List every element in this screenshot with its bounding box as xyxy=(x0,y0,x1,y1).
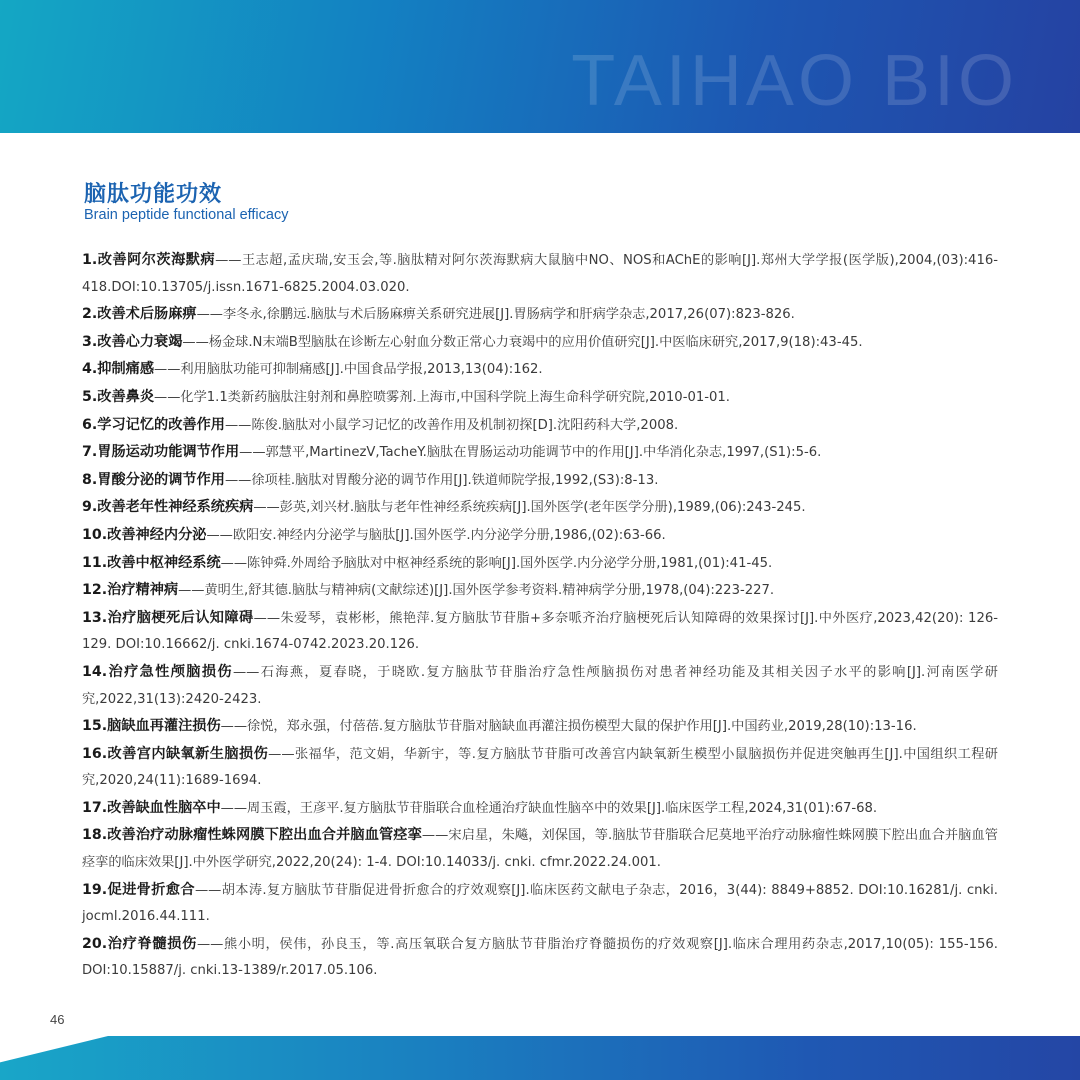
reference-item xyxy=(82,301,998,329)
reference-citation: ——陈俊.脑肽对小鼠学习记忆的改善作用及机制初探[D].沈阳药科大学,2008. xyxy=(224,417,679,433)
reference-item xyxy=(82,659,998,713)
reference-item xyxy=(82,467,998,495)
reference-number: 9. xyxy=(82,499,98,516)
reference-item xyxy=(82,356,998,384)
reference-title: 胃肠运动功能调节作用 xyxy=(97,444,240,461)
reference-citation: ——徐悦，郑永强，付蓓蓓.复方脑肽节苷脂对脑缺血再灌注损伤模型大鼠的保护作用[J].中国药业,2019,28(10):13-16. xyxy=(220,719,917,735)
reference-item xyxy=(82,522,998,550)
reference-item xyxy=(82,329,998,357)
reference-citation: ——彭英,刘兴材.脑肽与老年性神经系统疾病[J].国外医学(老年医学分册),1989,(06):243-245. xyxy=(253,500,806,516)
reference-citation: ——王志超,孟庆瑞,安玉会,等.脑肽精对阿尔茨海默病大鼠脑中NO、NOS和AChE的影响[J].郑州大学学报(医学版),2004,(03):416-418.DOI:10.13705/j.issn.1671-6825.2004.03.020. xyxy=(82,253,998,295)
reference-item xyxy=(82,384,998,412)
reference-citation: ——化学1.1类新药脑肽注射剂和鼻腔喷雾剂.上海市,中国科学院上海生命科学研究院,2010-01-01. xyxy=(154,389,730,405)
reference-title: 改善缺血性脑卒中 xyxy=(107,799,221,816)
reference-citation: ——熊小明，侯伟，孙良玉，等.高压氧联合复方脑肽节苷脂治疗脊髓损伤的疗效观察[J].临床合理用药杂志,2017,10(05): 155-156. DOI:10.15887/j. cnki.13-1389/r.2017.05.106. xyxy=(82,936,998,979)
reference-item xyxy=(82,877,998,931)
reference-number: 3. xyxy=(82,333,98,350)
reference-title: 改善治疗动脉瘤性蛛网膜下腔出血合并脑血管痉挛 xyxy=(107,827,422,844)
reference-citation: ——朱爱琴，袁彬彬，熊艳萍.复方脑肽节苷脂+多奈哌齐治疗脑梗死后认知障碍的效果探讨[J].中外医疗,2023,42(20): 126-129. DOI:10.16662/j. cnki.1674-0742.2023.20.126. xyxy=(82,610,998,653)
reference-item xyxy=(82,822,998,876)
reference-number: 17. xyxy=(82,799,108,816)
reference-number: 18. xyxy=(82,827,108,844)
section-title: 脑肽功能功效 xyxy=(84,182,223,207)
reference-number: 16. xyxy=(82,745,108,762)
reference-citation: ——郭慧平,MartinezV,TacheY.脑肽在胃肠运动功能调节中的作用[J].中华消化杂志,1997,(S1):5-6. xyxy=(239,445,822,461)
section-subtitle: Brain peptide functional efficacy xyxy=(84,207,289,223)
reference-number: 7. xyxy=(82,444,98,461)
reference-item xyxy=(82,550,998,578)
reference-citation: ——欧阳安.神经内分泌学与脑肽[J].国外医学.内分泌学分册,1986,(02):63-66. xyxy=(206,527,666,543)
reference-item xyxy=(82,247,998,301)
reference-citation: ——李冬永,徐鹏远.脑肽与术后肠麻痹关系研究进展[J].胃肠病学和肝病学杂志,2017,26(07):823-826. xyxy=(196,307,795,323)
reference-title: 改善术后肠麻痹 xyxy=(97,306,197,323)
reference-title: 治疗脊髓损伤 xyxy=(107,935,197,952)
reference-number: 2. xyxy=(82,306,98,323)
reference-citation: ——黄明生,舒其德.脑肽与精神病(文献综述)[J].国外医学参考资料.精神病学分册,1978,(04):223-227. xyxy=(178,583,775,599)
reference-item xyxy=(82,412,998,440)
reference-number: 6. xyxy=(82,416,98,433)
page-number: 46 xyxy=(50,1012,65,1027)
header-banner xyxy=(0,0,1080,133)
reference-title: 胃酸分泌的调节作用 xyxy=(97,471,225,488)
reference-title: 治疗精神病 xyxy=(107,582,179,599)
reference-title: 抑制痛感 xyxy=(97,361,155,378)
reference-item xyxy=(82,494,998,522)
reference-item xyxy=(82,439,998,467)
reference-citation: ——张福华，范文娟，华新宇，等.复方脑肽节苷脂可改善宫内缺氧新生模型小鼠脑损伤并促进突触再生[J].中国组织工程研究,2020,24(11):1689-1694. xyxy=(82,746,998,789)
reference-number: 1. xyxy=(82,252,98,268)
reference-citation: ——陈钟舜.外周给予脑肽对中枢神经系统的影响[J].国外医学.内分泌学分册,1981,(01):41-45. xyxy=(220,555,773,571)
reference-citation: ——杨金球.N末端B型脑肽在诊断左心射血分数正常心力衰竭中的应用价值研究[J].中医临床研究,2017,9(18):43-45. xyxy=(182,334,863,350)
reference-title: 脑缺血再灌注损伤 xyxy=(107,718,221,735)
reference-title: 治疗急性颅脑损伤 xyxy=(107,663,233,680)
reference-item xyxy=(82,577,998,605)
reference-citation: ——利用脑肽功能可抑制痛感[J].中国食品学报,2013,13(04):162. xyxy=(154,362,543,378)
reference-title: 治疗脑梗死后认知障碍 xyxy=(107,609,254,626)
reference-number: 11. xyxy=(82,554,108,571)
reference-item xyxy=(82,931,998,985)
reference-citation: ——石海燕，夏春晓，于晓欧.复方脑肽节苷脂治疗急性颅脑损伤对患者神经功能及其相关因子水平的影响[J].河南医学研究,2022,31(13):2420-2423. xyxy=(82,664,998,707)
reference-item xyxy=(82,741,998,795)
reference-number: 5. xyxy=(82,388,98,405)
reference-title: 改善神经内分泌 xyxy=(107,526,207,543)
reference-title: 改善老年性神经系统疾病 xyxy=(97,499,254,516)
reference-item xyxy=(82,795,998,823)
reference-number: 12. xyxy=(82,582,108,599)
brand-watermark: TAIHAO BIO xyxy=(571,41,1018,121)
reference-number: 19. xyxy=(82,881,108,898)
footer-band xyxy=(0,1036,1080,1080)
reference-item xyxy=(82,605,998,659)
reference-number: 14. xyxy=(82,663,108,680)
reference-title: 促进骨折愈合 xyxy=(107,881,195,898)
reference-citation: ——徐项桂.脑肽对胃酸分泌的调节作用[J].铁道师院学报,1992,(S3):8-13. xyxy=(224,472,659,488)
reference-number: 4. xyxy=(82,361,98,378)
reference-title: 改善宫内缺氧新生脑损伤 xyxy=(107,745,269,762)
reference-number: 20. xyxy=(82,935,108,952)
reference-title: 改善阿尔茨海默病 xyxy=(97,252,216,268)
reference-item xyxy=(82,713,998,741)
reference-number: 13. xyxy=(82,609,108,626)
reference-title: 改善鼻炎 xyxy=(97,388,155,405)
reference-number: 8. xyxy=(82,471,98,488)
reference-citation: ——胡本涛.复方脑肽节苷脂促进骨折愈合的疗效观察[J].临床医药文献电子杂志，2016，3(44): 8849+8852. DOI:10.16281/j. cnki. jocml.2016.44.111. xyxy=(82,882,998,925)
reference-citation: ——宋启星，朱飚，刘保国，等.脑肽节苷脂联合尼莫地平治疗动脉瘤性蛛网膜下腔出血合并脑血管痉挛的临床效果[J].中外医学研究,2022,20(24): 1-4. DOI:10.14033/j. cnki. cfmr.2022.24.001. xyxy=(82,828,998,871)
reference-list xyxy=(82,247,998,985)
reference-citation: ——周玉霞，王彦平.复方脑肽节苷脂联合血栓通治疗缺血性脑卒中的效果[J].临床医学工程,2024,31(01):67-68. xyxy=(220,800,878,816)
reference-title: 学习记忆的改善作用 xyxy=(97,416,225,433)
reference-title: 改善心力衰竭 xyxy=(97,333,183,350)
reference-title: 改善中枢神经系统 xyxy=(107,554,221,571)
reference-number: 10. xyxy=(82,526,108,543)
reference-number: 15. xyxy=(82,718,108,735)
